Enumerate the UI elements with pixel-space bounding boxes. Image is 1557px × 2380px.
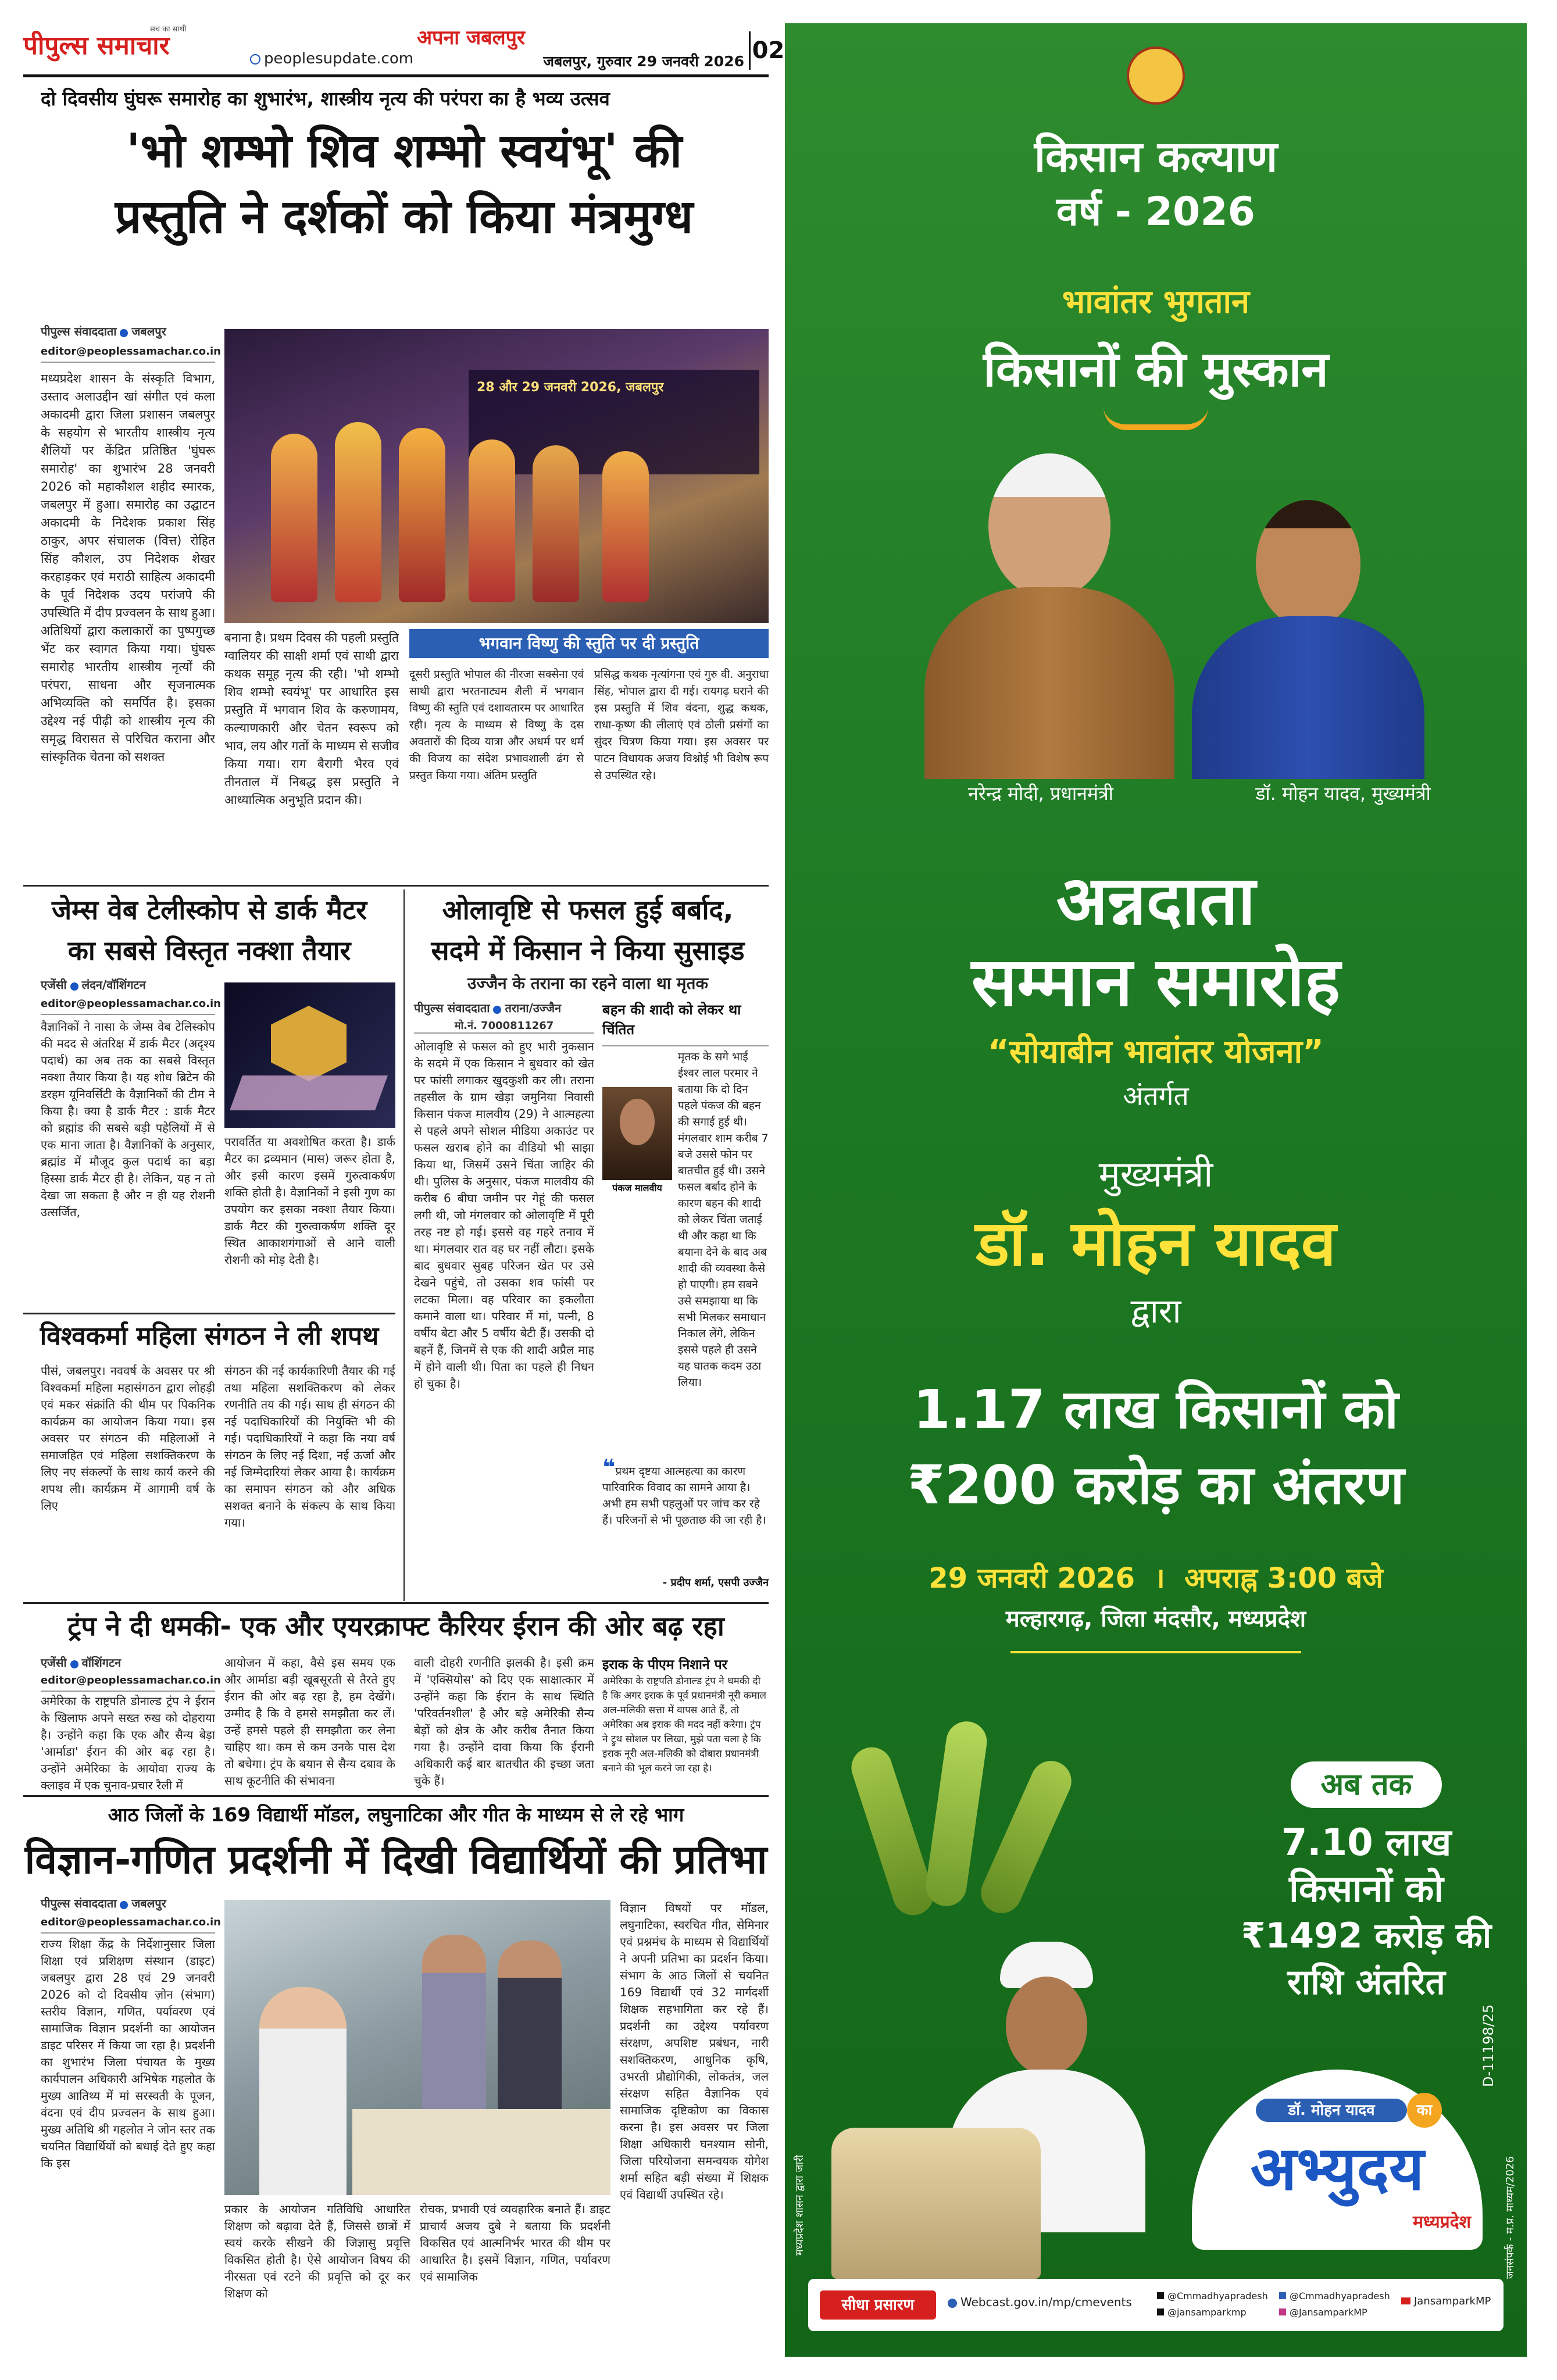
masthead-page-number: 02	[749, 31, 786, 70]
footer-prasaran: प्रसारण	[874, 2296, 915, 2314]
quote-icon: ❝	[602, 1455, 616, 1480]
ad-year-line1: किसान कल्याण	[1034, 132, 1278, 182]
telescope-shield	[230, 1075, 388, 1110]
instagram-icon	[1279, 2308, 1286, 2315]
story6-exhibition-photo	[224, 1900, 610, 2195]
ad-footer-bar	[808, 2279, 1504, 2331]
story6-body-c: रोचक, प्रभावी एवं व्यवहारिक बनाते हैं। डाइट प्राचार्य अजय दुबे ने बताया कि प्रदर्शनी विकसित एवं आत्मनिर्भर भारत की थीम पर आधारित है। इसमें विज्ञान, गणित, पर्यावरण एवं सामाजिक	[420, 2202, 610, 2283]
dancer-figure	[335, 422, 381, 602]
x-icon	[1157, 2308, 1164, 2315]
story1-dance-photo	[224, 329, 769, 623]
section-divider	[23, 1313, 395, 1314]
story4-photo-caption: पंकज मालवीय	[612, 1182, 662, 1193]
soy-pod	[846, 1742, 938, 1921]
story5-headline: ट्रंप ने दी धमकी- एक और एयरक्राफ्ट कैरियर ईरान की ओर बढ़ रहा	[67, 1610, 724, 1642]
visitor-figure	[422, 1935, 486, 2109]
footer-handle-col2[interactable]	[1279, 2288, 1395, 2323]
brand-small: डॉ. मोहन यादव	[1256, 2099, 1407, 2122]
story6-byline	[41, 1895, 215, 1913]
photo-stage-banner: 28 और 29 जनवरी 2026, जबलपुर	[469, 370, 759, 474]
ad-side-left: मध्यप्रदेश शासन द्वारा जारी	[794, 2154, 806, 2256]
brand-state: मध्यप्रदेश	[1412, 2212, 1471, 2232]
story5-side-body: अमेरिका के राष्ट्रपति डोनाल्ड ट्रंप ने धमकी दी है कि अगर इराक के पूर्व प्रधानमंत्री नूरी कमाल अल-मलिकी सत्ता में वापस आते हैं, तो अमेरिका अब इराक की मदद नहीं करेगा। ट्रंप ने ट्रुथ सोशल पर लिखा, मुझे पता चला है कि इराक नूरी अल-मलिकी को दोबारा प्रधानमंत्री बनाने की भूल करने जा रहा है।	[602, 1675, 767, 1774]
ad-so-far-line3: ₹1492 करोड़ की	[1241, 1916, 1492, 1956]
telescope-mirror	[271, 1006, 347, 1081]
bullet-icon	[120, 329, 128, 337]
masthead-website[interactable]	[250, 50, 436, 67]
story5-side-title: इराक के पीएम निशाने पर	[602, 1657, 728, 1673]
ad-panel	[785, 23, 1527, 2357]
story4-box-body: मृतक के सगे भाई ईश्वर लाल परमार ने बताया कि दो दिन पहले पंकज की बहन की सगाई हुई थी। मंगलवार शाम करीब 7 बजे उससे फोन पर बातचीत हुई थी। उसने फसल बर्बाद होने के कारण बहन की शादी को लेकर चिंता जताई थी और कहा था कि बयाना देने के बाद अब शादी की व्यवस्था कैसे हो पाएगी। हम सबने उसे समझाया था कि सभी मिलकर समाधान निकाल लेंगे, लेकिन इससे पहले ही उसने यह घातक कदम उठा लिया।	[678, 1050, 769, 1389]
story5-body-c: वाली दोहरी रणनीति झलकी है। इसी क्रम में 'एक्सियोस' को दिए एक साक्षात्कार में उन्होंने कहा कि ईरान के साथ स्थिति 'परिवर्तनशील' है और बड़े अमेरिकी सैन्य बेड़ों को क्षेत्र के और करीब तैनात किया गया है। उन्होंने दावा किया कि ईरानी अधिकारी कई बार बातचीत की इच्छा जता चुके हैं।	[414, 1656, 594, 1788]
story1-headline-line1: 'भो शम्भो शिव शम्भो स्वयंभू' की	[126, 124, 682, 178]
ad-code: D-11198/25	[1480, 2004, 1497, 2087]
youtube-icon	[1401, 2297, 1410, 2304]
story2-headline-line1: जेम्स वेब टेलीस्कोप से डार्क मैटर	[51, 894, 367, 925]
story2-telescope-photo	[224, 982, 395, 1128]
footer-handle5: JansamparkMP	[1414, 2295, 1491, 2307]
footer-handle4: @JansamparkMP	[1290, 2307, 1367, 2318]
story4-subhead: उज्जैन के तराना का रहने वाला था मृतक	[467, 974, 708, 993]
story6-body-b: प्रकार के आयोजन गतिविधि आधारित शिक्षण को बढ़ावा देते हैं, जिससे छात्रों में स्वयं करके सीखने की जिज्ञासु प्रवृत्ति विकसित होती है। ऐसे आयोजन विषय की नीरसता एवं रटने की प्रवृत्ति को दूर कर शिक्षण को	[224, 2202, 410, 2300]
ad-so-far-label: अब तक	[1291, 1761, 1442, 1808]
story5-body-a: अमेरिका के राष्ट्रपति डोनाल्ड ट्रंप ने ईरान के खिलाफ अपने सख्त रुख को दोहराया है। उन्होंने कहा कि एक और सैन्य बेड़ा 'आर्माडा' ईरान की ओर बढ़ रहा है। उन्होंने अमेरिका के आयोवा राज्य के क्लाइव में एक चुनाव-प्रचार रैली में	[41, 1694, 215, 1792]
ad-person1-caption: नरेन्द्र मोदी, प्रधानमंत्री	[968, 782, 1113, 805]
ad-person2-caption: डॉ. मोहन यादव, मुख्यमंत्री	[1255, 782, 1431, 805]
story4-headline-line1: ओलावृष्टि से फसल हुई बर्बाद,	[442, 894, 734, 925]
story2-headline-line2: का सबसे विस्तृत नक्शा तैयार	[67, 935, 351, 966]
pm-portrait	[924, 453, 1174, 779]
bullet-icon	[70, 982, 78, 991]
ad-cm-name: डॉ. मोहन यादव	[976, 1207, 1336, 1280]
story4-byline	[414, 1000, 594, 1017]
story1-byline-place: जबलपुर	[131, 324, 166, 338]
cm-head	[1256, 500, 1360, 628]
cm-portrait	[1192, 500, 1424, 779]
soy-pod	[923, 1719, 990, 1909]
story1-byline	[41, 323, 215, 341]
footer-live-tag	[820, 2290, 936, 2320]
story5-byline	[41, 1654, 215, 1672]
dancer-figure	[469, 439, 515, 602]
smile-arc-icon	[1104, 407, 1208, 430]
story3-body-a: पीसं, जबलपुर। नववर्ष के अवसर पर श्री विश्वकर्मा महिला महासंगठन द्वारा लोहड़ी एवं मकर संक्रांति की थीम पर पिकनिक कार्यक्रम का आयोजन किया गया। इस अवसर पर संगठन की महिलाओं ने समाजहित एवं महिला सशक्तिकरण के लिए नए संकल्पों के साथ कार्य करने की शपथ ली। कार्यक्रम में आगामी वर्ष के लिए	[41, 1364, 215, 1513]
section-divider	[23, 1795, 769, 1797]
story2-byline-place: लंदन/वॉशिंगटन	[81, 978, 146, 992]
footer-web[interactable]	[948, 2295, 1145, 2315]
ad-event-line2: सम्मान समारोह	[971, 943, 1341, 1021]
ad-so-far-line2: किसानों को	[1289, 1868, 1444, 1911]
brand-big: अभ्युदय	[1250, 2133, 1424, 2204]
bullet-icon	[493, 1006, 501, 1014]
footer-handle3: @Cmmadhyapradesh	[1290, 2290, 1390, 2302]
story1-kicker: दो दिवसीय घुंघरू समारोह का शुभारंभ, शास्त्रीय नृत्य की परंपरा का है भव्य उत्सव	[41, 81, 767, 116]
pm-head	[988, 453, 1110, 599]
story6-body-a: राज्य शिक्षा केंद्र के निर्देशानुसार जिला शिक्षा एवं प्रशिक्षण संस्थान (डाइट) जबलपुर द्वारा 28 एवं 29 जनवरी 2026 को दो दिवसीय ज़ोन (संभाग) स्तरीय विज्ञान, गणित, पर्यावरण एवं सामाजिक विज्ञान प्रदर्शनी का आयोजन डाइट परिसर में किया जा रहा है। प्रदर्शनी का शुभारंभ जिला पंचायत के मुख्य कार्यपालन अधिकारी अभिषेक गहलोत के मुख्य आतिथ्य में मां सरस्वती के पूजन, वंदना एवं दीप प्रज्वलन के साथ हुआ। मुख्य अतिथि श्री गहलोत ने जोन स्तर तक चयनित विद्यार्थियों को बधाई देते हुए कहा कि इस	[41, 1937, 215, 2170]
ad-antargat: अंतर्गत	[1123, 1080, 1189, 1112]
ad-so-far-line4: राशि अंतरित	[1287, 1962, 1445, 2003]
story1-headline-line2: प्रस्तुति ने दर्शकों को किया मंत्रमुग्ध	[115, 190, 694, 244]
cm-body	[1192, 616, 1424, 779]
dancer-figure	[533, 445, 579, 602]
story2-byline-author: एजेंसी	[41, 978, 67, 992]
ad-yojana: “सोयाबीन भावांतर योजना”	[988, 1033, 1324, 1071]
dancer-figure	[271, 434, 317, 602]
story2-body-a: वैज्ञानिकों ने नासा के जेम्स वेब टेलिस्कोप की मदद से अंतरिक्ष में डार्क मैटर (अदृश्य पदार्थ) का अब तक का सबसे विस्तृत नक्शा तैयार किया है। यह शोध ब्रिटेन की डरहम यूनिवर्सिटी के वैज्ञानिकों की टीम ने किया है। क्या है डार्क मैटर : डार्क मैटर को ब्रह्मांड की सबसे बड़ी पहेलियों में से एक माना जाता है। वैज्ञानिकों के अनुसार, ब्रह्मांड में मौजूद कुल पदार्थ का बड़ा हिस्सा डार्क मैटर ही है। लेकिन, यह न तो देखा जा सकता है और न ही यह रोशनी उत्सर्जित,	[41, 1020, 215, 1219]
ad-cm-title: मुख्यमंत्री	[1098, 1153, 1213, 1195]
ad-transfer-line2: ₹200 करोड़ का अंतरण	[907, 1454, 1405, 1516]
story4-byline-place: तराना/उज्जैन	[505, 1001, 562, 1015]
masthead-rule	[23, 74, 769, 77]
masthead-edition: अपना जबलपुर	[417, 26, 525, 49]
footer-live: सीधा	[841, 2296, 869, 2314]
ad-year-line2: वर्ष - 2026	[1056, 189, 1255, 235]
story1-body-b: बनाना है। प्रथम दिवस की पहली प्रस्तुति ग्वालियर की साक्षी शर्मा एवं साथी द्वारा कथक समूह नृत्य की रही। 'भो शम्भो शिव शम्भो स्वयंभू' पर आधारित इस प्रस्तुति में भगवान शिव के करुणामय, कल्याणकारी और चेतन स्वरूप को भाव, लय और गतों के माध्यम से सजीव किया गया। राग बैरागी भैरव एवं तीनताल में निबद्ध इस प्रस्तुति ने आध्यात्मिक अनुभूति प्रदान की।	[224, 631, 399, 807]
ad-venue: मल्हारगढ़, जिला मंदसौर, मध्यप्रदेश	[1005, 1606, 1306, 1632]
story6-body-d: विज्ञान विषयों पर मॉडल, लघुनाटिका, स्वरचित गीत, सेमिनार एवं प्रश्नमंच के माध्यम से विद्यार्थियों ने अपनी प्रतिभा का प्रदर्शन किया। संभाग के आठ जिलों से चयनित 169 विद्यार्थी एवं 32 मार्गदर्शी शिक्षक सहभागिता कर रहे हैं। प्रदर्शनी का उद्देश्य पर्यावरण संरक्षण, अपशिष्ट प्रबंधन, नारी सशक्तिकरण, आधुनिक कृषि, उभरती प्रौद्योगिकी, लोकतंत्र, जल संरक्षण सहित वैज्ञानिक एवं सामाजिक दृष्टिकोण का विकास करना है। इस अवसर पर जिला शिक्षा अधिकारी घनश्याम सोनी, जिला परियोजना समन्वयक योगेश शर्मा सहित बड़ी संख्या में शिक्षक एवं विद्यार्थी उपस्थित रहे।	[620, 1901, 769, 2202]
story1-photo-caption: भगवान विष्णु की स्तुति पर दी प्रस्तुति	[409, 629, 769, 658]
column-divider	[403, 889, 405, 1601]
story1-byline-author: पीपुल्स संवाददाता	[41, 324, 117, 338]
ad-so-far-line1: 7.10 लाख	[1281, 1821, 1452, 1864]
story1-body-c: दूसरी प्रस्तुति भोपाल की नीरजा सक्सेना एवं साथी द्वारा भरतनाट्यम शैली में भगवान विष्णु की स्तुति एवं दशावतारम पर आधारित रही। नृत्य के माध्यम से विष्णु के दस अवतारों की दिव्य यात्रा और अधर्म पर धर्म की विजय का संदेश प्रभावशाली ढंग से प्रस्तुत किया गया। अंतिम प्रस्तुति	[409, 668, 584, 782]
story3-headline: विश्वकर्मा महिला संगठन ने ली शपथ	[40, 1321, 379, 1351]
section-divider	[23, 1602, 769, 1604]
story4-headline-line2: सदमे में किसान ने किया सुसाइड	[431, 935, 745, 966]
ad-side-right: जनसंपर्क - म.प्र. माध्यम/2026	[1504, 2156, 1516, 2279]
story2-byline	[41, 977, 215, 994]
story4-quote-attribution: - प्रदीप शर्मा, एसपी उज्जैन	[662, 1577, 769, 1589]
story1-body-d: प्रसिद्ध कथक नृत्यांगना एवं गुरु वी. अनुराधा सिंह, भोपाल द्वारा दी गई। रायगढ़ घराने की इस प्रस्तुति में शिव वंदना, शुद्ध कथक, राधा-कृष्ण की लीलाएं एवं ठोली प्रसंगों का सुंदर चित्रण किया गया। इस अवसर पर पाटन विधायक अजय विश्नोई भी विशेष रूप से उपस्थित रहे।	[594, 668, 769, 782]
story5-body-b: आयोजन में कहा, वैसे इस समय एक और आर्माडा बड़ी खूबसूरती से तैरते हुए ईरान की ओर बढ़ रहा है, हम देखेंगे। उम्मीद है कि वे हमसे समझौता कर लें। उन्हें हमसे पहले ही समझौता कर लेना चाहिए था। कम से कम उनके पास देश तो बचेगा। ट्रंप के बयान से सैन्य दबाव के साथ कूटनीति की संभावना	[224, 1656, 395, 1788]
grain-sack	[831, 2128, 1041, 2279]
story3-body-b: संगठन की नई कार्यकारिणी तैयार की गई तथा महिला सशक्तिकरण को लेकर रणनीति तय की गई। साथ ही संगठन की नई पदाधिकारियों की नियुक्ति भी की गई। पदाधिकारियों ने कहा कि नया वर्ष संगठन के लिए नई दिशा, नई ऊर्जा और नई जिम्मेदारियां लेकर आया है। कार्यक्रम का समापन संगठन को और अधिक सशक्त बनाने के संकल्प के साथ किया गया।	[224, 1364, 395, 1530]
visitor-figure	[498, 1941, 562, 2109]
story6-kicker: आठ जिलों के 169 विद्यार्थी मॉडल, लघुनाटिका और गीत के माध्यम से ले रहे भाग	[108, 1803, 684, 1826]
story5-email[interactable]: editor@peoplessamachar.co.in	[41, 1674, 215, 1692]
bullet-icon	[70, 1660, 78, 1668]
pm-body	[924, 587, 1174, 779]
story4-mobile: मो.नं. 7000811267	[414, 1019, 594, 1034]
story4-byline-author: पीपुल्स संवाददाता	[414, 1001, 490, 1015]
ad-datetime	[785, 1558, 1527, 1599]
story1-email[interactable]: editor@peoplessamachar.co.in	[41, 345, 215, 363]
story1-body-a: मध्यप्रदेश शासन के संस्कृति विभाग, उस्ताद अलाउद्दीन खां संगीत एवं कला अकादमी द्वारा जिला प्रशासन जबलपुर के सहयोग से भारतीय शास्त्रीय नृत्य शैलियों पर केंद्रित प्रतिष्ठित 'घुंघरू समारोह' का शुभारंभ 28 जनवरी 2026 को महाकौशल शहीद स्मारक, जबलपुर में हुआ। समारोह का उद्घाटन अकादमी के निदेशक प्रकाश सिंह ठाकुर, अपर संचालक (वित्त) रोहित सिंह कौशल, उप निदेशक शेखर करहाड़कर एवं मराठी साहित्य अकादमी के पूर्व निदेशक उदय परांजपे की उपस्थिति में दीप प्रज्वलन के साथ हुआ। अतिथियों द्वारा कलाकारों का पुष्पगुच्छ भेंट कर स्वागत किया गया। घुंघरू समारोह भारतीय शास्त्रीय नृत्यों की परंपरा, साधना और सृजनात्मक अभिव्यक्ति को समर्पित है। इसका उद्देश्य नई पीढ़ी को शास्त्रीय नृत्य की समृद्ध विरासत से परिचित कराना और सांस्कृतिक चेतना को सशक्त	[41, 371, 215, 764]
footer-handle-col1[interactable]	[1157, 2288, 1273, 2323]
ad-brand-logo	[1192, 2070, 1483, 2250]
x-icon	[1157, 2292, 1164, 2299]
story6-headline: विज्ञान-गणित प्रदर्शनी में दिखी विद्यार्थियों की प्रतिभा	[24, 1837, 767, 1883]
separator: ।	[1135, 1562, 1185, 1595]
story6-email[interactable]: editor@peoplessamachar.co.in	[41, 1916, 215, 1934]
story5-byline-place: वॉशिंगटन	[81, 1656, 122, 1670]
ad-date: 29 जनवरी 2026	[929, 1562, 1135, 1595]
story2-body-b: परावर्तित या अवशोषित करता है। डार्क मैटर का द्रव्यमान (मास) जरूर होता है, और इसी कारण इसमें गुरुत्वाकर्षण शक्ति होती है। वैज्ञानिकों ने इसी गुण का उपयोग कर इसका नक्शा तैयार किया। डार्क मैटर की गुरुत्वाकर्षण शक्ति दूर स्थित आकाशगंगाओं से आने वाली रोशनी को मोड़ देती है।	[224, 1135, 395, 1267]
dancer-figure	[602, 451, 649, 602]
story2-email[interactable]: editor@peoplessamachar.co.in	[41, 998, 215, 1015]
globe-icon	[250, 54, 260, 65]
story4-side-box	[602, 1000, 769, 1593]
story6-byline-place: जबलपुर	[131, 1896, 166, 1910]
ad-time: अपराह्न 3:00 बजे	[1184, 1562, 1383, 1595]
exhibit-table	[352, 2109, 610, 2195]
student-figure	[259, 1987, 347, 2195]
story4-quote-text: प्रथम दृष्टया आत्महत्या का कारण पारिवारिक विवाद का सामने आया है। अभी हम सभी पहलुओं पर जांच कर रहे हैं। परिजनों से भी पूछताछ की जा रही है।	[602, 1465, 766, 1527]
masthead	[23, 23, 785, 76]
farmer-face	[1006, 1977, 1087, 2075]
facebook-icon	[1279, 2292, 1286, 2299]
ad-scheme-line: भावांतर भुगतान	[1062, 283, 1250, 321]
masthead-dateline: जबलपुर, गुरुवार 29 जनवरी 2026	[543, 53, 744, 70]
story4-box-title: बहन की शादी को लेकर था चिंतित	[602, 1000, 769, 1046]
story4-quote	[602, 1455, 769, 1570]
ad-dwara: द्वारा	[1130, 1291, 1181, 1331]
web-icon	[948, 2299, 957, 2308]
footer-web-text: Webcast.gov.in/mp/cmevents	[960, 2295, 1132, 2309]
website-text: peoplesupdate.com	[264, 50, 414, 67]
dancer-figure	[399, 428, 445, 602]
story6-byline-author: पीपुल्स संवाददाता	[41, 1896, 117, 1910]
ad-smile-line: किसानों की मुस्कान	[983, 341, 1329, 398]
footer-handle1: @Cmmadhyapradesh	[1167, 2290, 1268, 2302]
ornament-divider-icon	[1010, 1651, 1301, 1653]
story5-byline-author: एजेंसी	[41, 1656, 67, 1670]
bullet-icon	[120, 1901, 128, 1909]
soy-pod	[974, 1754, 1078, 1920]
masthead-logo: पीपुल्स समाचार	[23, 31, 170, 60]
footer-handle-col3[interactable]	[1401, 2295, 1500, 2315]
ad-event-line1: अन्नदाता	[1056, 862, 1256, 940]
brand-ka: का	[1407, 2093, 1442, 2128]
ad-transfer-line1: 1.17 लाख किसानों को	[913, 1378, 1399, 1441]
mp-emblem-icon	[1127, 47, 1185, 105]
footer-handle2: @jansamparkmp	[1167, 2307, 1247, 2318]
section-divider	[23, 885, 769, 887]
ad-so-far-box	[1238, 1761, 1494, 2006]
masthead-logo-tag: सच का साथी	[150, 25, 187, 34]
story4-body-a: ओलावृष्टि से फसल को हुए भारी नुकसान के सदमे में एक किसान ने बुधवार को खेत पर फांसी लगाकर खुदकुशी कर ली। तराना तहसील के ग्राम खेड़ा जमुनिया निवासी किसान पंकज मालवीय (29) ने आत्महत्या से पहले अपने सोशल मीडिया अकाउंट पर फसल खराब होने का वीडियो भी साझा किया था, जिसमें उसने चिंता जाहिर की थी। पुलिस के अनुसार, पंकज मालवीय की करीब 6 बीघा जमीन पर गेहूं की फसल लगी थी, जो मंगलवार को ओलावृष्टि में पूरी तरह नष्ट हो गई। इससे वह गहरे तनाव में था। मंगलवार रात वह घर नहीं लौटा। इसके बाद बुधवार सुबह परिजन खेत पर उसे देखने पहुंचे, तो उसका शव फांसी पर लटका मिला। वह परिवार का इकलौता कमाने वाला था। परिवार में मां, पत्नी, 8 वर्षीय बेटा और 5 वर्षीय बेटी हैं। उसकी दो बहनें हैं, जिनमें से एक की शादी अप्रैल माह में होने वाली थी। पिता का पहले ही निधन हो चुका है।	[414, 1039, 594, 1391]
